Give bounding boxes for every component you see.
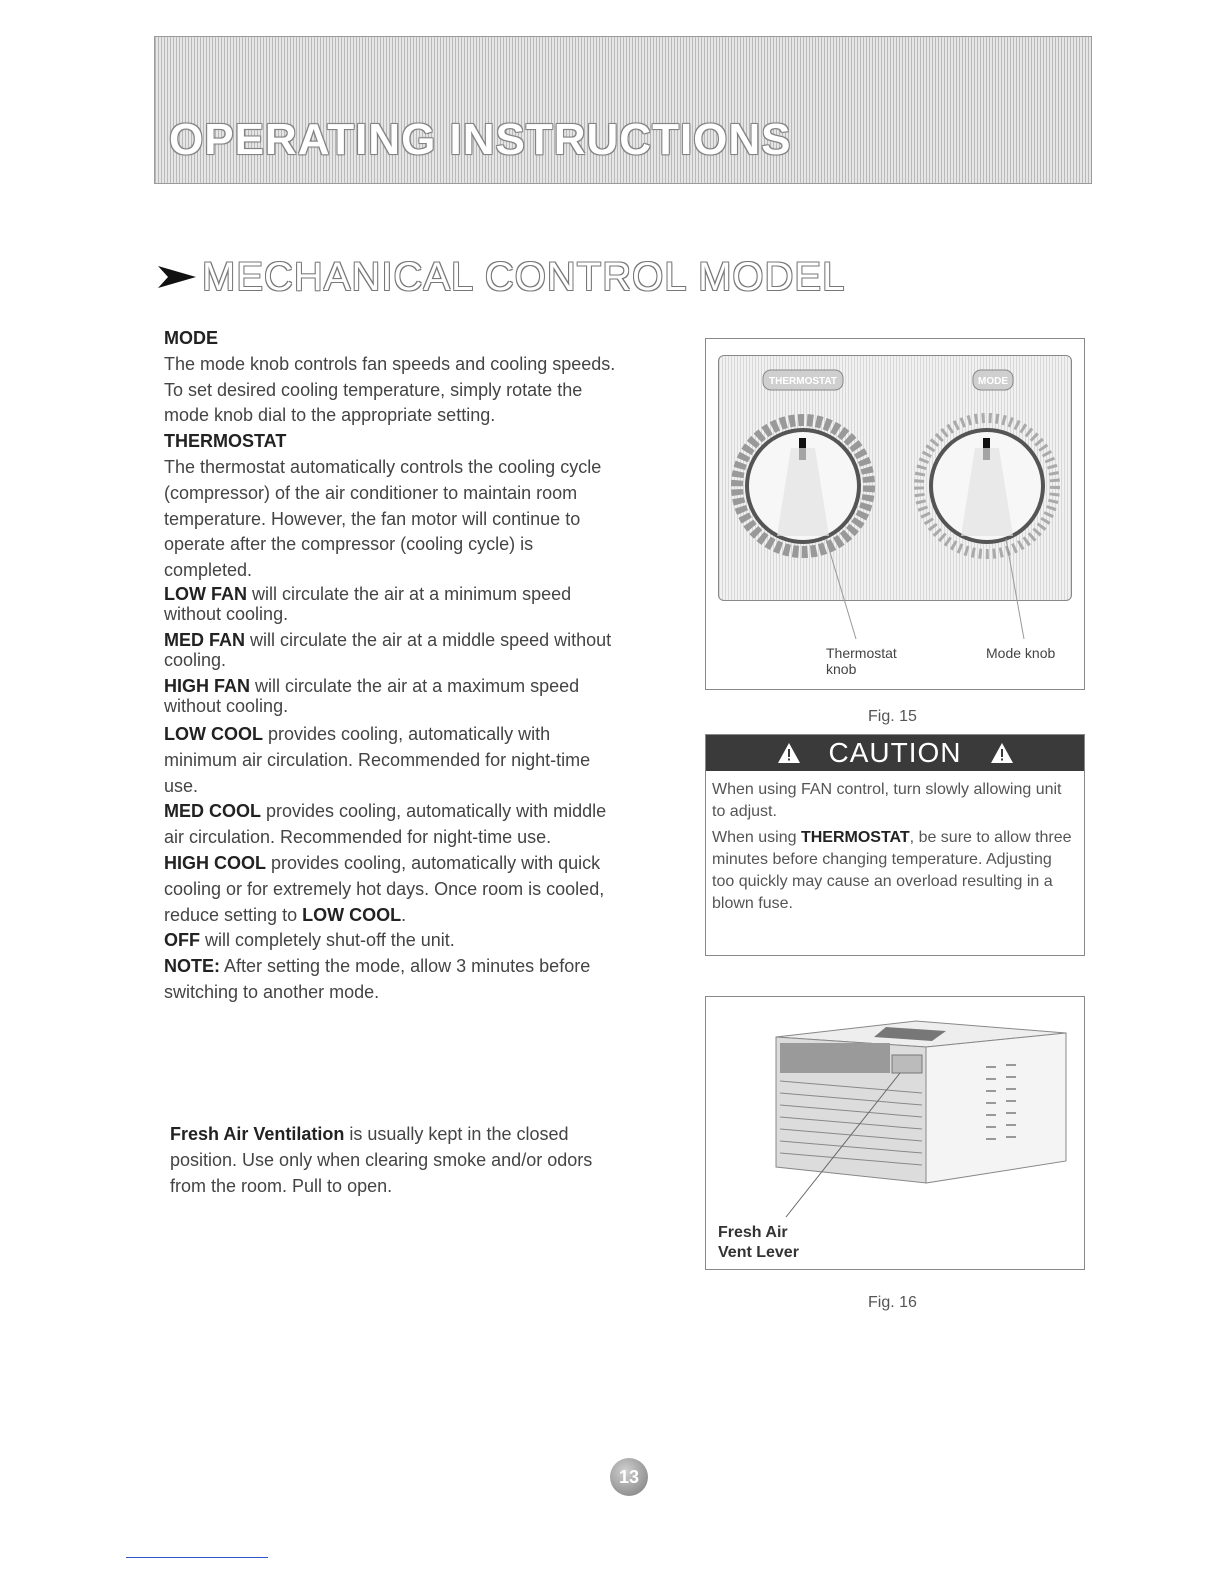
mode-knob-caption: Mode knob [986,645,1056,661]
setting-high-fan [164,676,624,716]
caution-emph: THERMOSTAT [800,829,910,846]
setting-label: MED FAN [164,629,245,650]
setting-text: provides cooling, automatically with middle air circulation. Recommended for night-time use. [164,801,607,848]
leader-lines [706,339,1086,691]
setting-low-fan [164,584,624,624]
mode-paragraph [164,326,624,429]
arrow-right-icon [158,262,198,292]
caution-title: CAUTION [828,737,962,768]
setting-med-fan [164,630,624,670]
thermostat-paragraph [164,429,624,584]
setting-text: will circulate the air at a middle speed without cooling. [164,629,612,670]
page-number: 13 [618,1466,640,1487]
warning-icon [990,742,1014,764]
section-heading [158,252,845,302]
setting-text: provides cooling, automatically with quick cooling or for extremely hot days. Once room is cooled, reduce setting to [164,852,605,925]
page-number-badge [610,1458,648,1496]
setting-label: LOW COOL [164,723,263,744]
instructions-column [164,326,624,1006]
setting-emph: LOW COOL [302,904,402,925]
note-text: After setting the mode, allow 3 minutes before switching to another mode. [164,956,591,1002]
caption-line: Fresh Air [718,1224,788,1241]
section-title: MECHANICAL CONTROL MODEL [202,254,846,299]
setting-tail: . [401,904,407,925]
setting-med-cool [164,799,624,851]
caution-header [706,735,1084,771]
figure-15-label: Fig. 15 [868,708,917,725]
thermostat-label: THERMOSTAT [164,431,287,452]
setting-high-cool [164,851,624,928]
caution-line-1: When using FAN control, turn slowly allowing unit to adjust. [712,781,1062,820]
figure-15-control-panel [705,338,1085,690]
fresh-air-label: Fresh Air Ventilation [170,1124,345,1144]
setting-low-cool [164,722,624,799]
figure-16-ac-unit [705,996,1085,1270]
caption-line: Vent Lever [718,1244,799,1261]
figure-16-label: Fig. 16 [868,1294,917,1311]
page-title: OPERATING INSTRUCTIONS [169,115,792,164]
caution-box [705,734,1085,956]
header-banner [154,36,1092,184]
caution-text: When using [712,829,801,846]
footer-line [126,1557,268,1558]
mode-panel-label: MODE [978,376,1008,387]
setting-label: OFF [164,930,200,951]
setting-text: will circulate the air at a maximum speed without cooling. [164,675,580,716]
setting-text: will circulate the air at a minimum speed without cooling. [164,583,572,624]
setting-off [164,928,624,954]
warning-icon [777,742,801,764]
caption-line: Thermostat [826,645,897,661]
setting-label: MED COOL [164,801,261,822]
thermostat-text: The thermostat automatically controls the cooling cycle (compressor) of the air conditioner to maintain room temperature. However, the fan motor will continue to operate after the compressor (cooling cycle) is completed. [164,456,602,581]
note-label: NOTE: [164,956,220,977]
setting-text: will completely shut-off the unit. [200,930,455,951]
caution-line-2 [712,827,1078,915]
fresh-air-paragraph [170,1122,630,1199]
note-paragraph [164,954,624,1006]
caution-body [712,779,1078,919]
setting-label: HIGH COOL [164,852,266,873]
caution-text: , be sure to allow three minutes before changing temperature. Adjusting too quickly may cause an overload resulting in a blown fuse. [712,829,1072,912]
setting-label: LOW FAN [164,583,247,604]
setting-label: HIGH FAN [164,675,251,696]
fresh-air-vent-caption [718,1223,799,1263]
caption-line: knob [826,661,857,677]
setting-text: provides cooling, automatically with minimum air circulation. Recommended for night-time use. [164,723,591,796]
thermostat-knob-caption [826,645,897,677]
fresh-air-text: is usually kept in the closed position. Use only when clearing smoke and/or odors from the room. Pull to open. [170,1124,593,1196]
mode-text: The mode knob controls fan speeds and cooling speeds. To set desired cooling temperature, simply rotate the mode knob dial to the appropriate setting. [164,353,616,426]
mode-label: MODE [164,328,218,348]
thermostat-panel-label: THERMOSTAT [769,376,837,387]
